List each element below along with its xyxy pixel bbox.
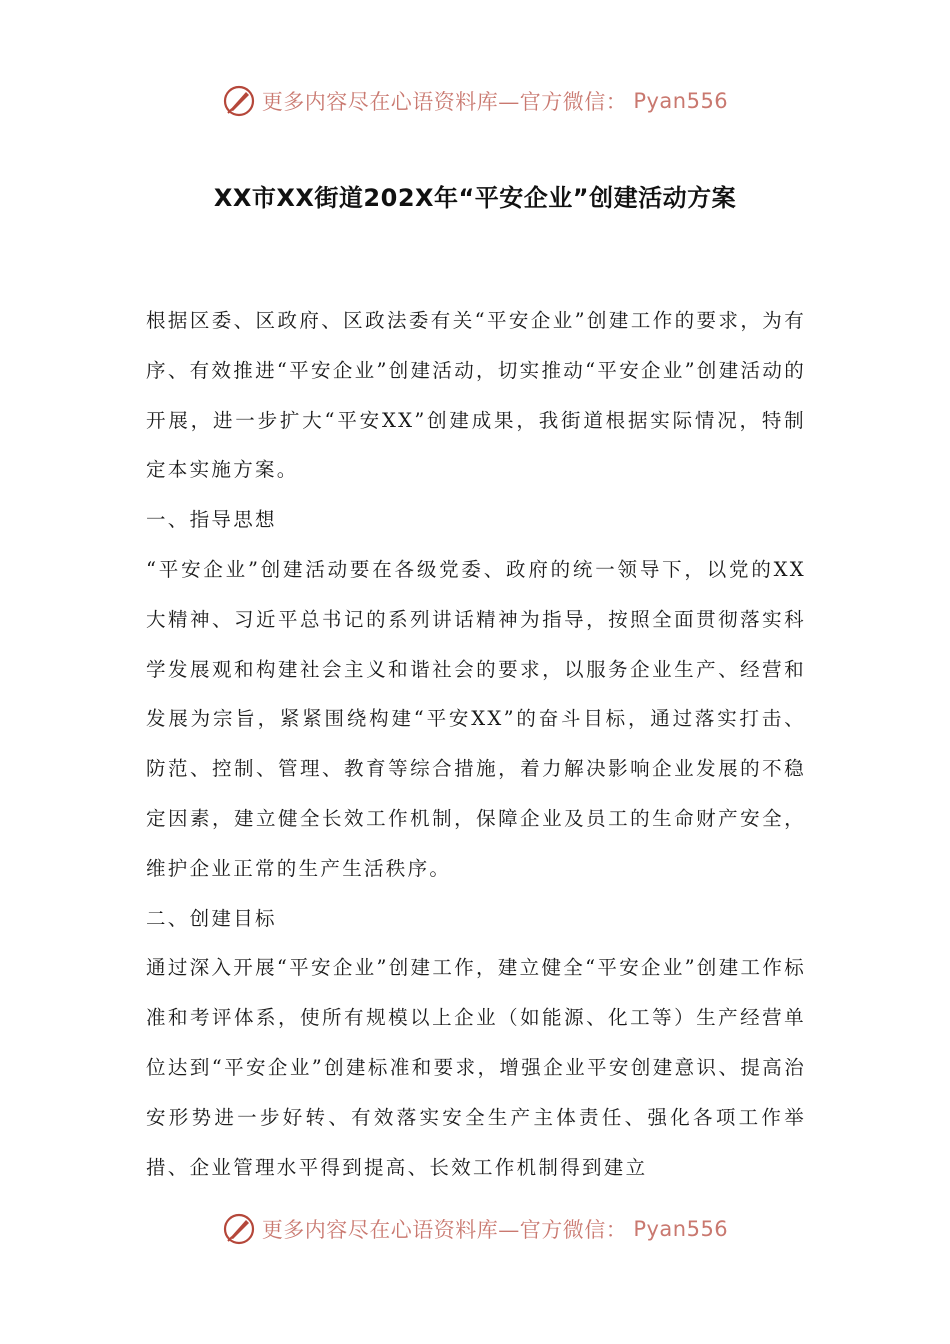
document-title: XX市XX街道202X年“平安企业”创建活动方案 xyxy=(213,184,737,212)
quill-seal-icon xyxy=(222,1212,256,1246)
section-heading-guiding-ideology: 一、指导思想 xyxy=(146,508,277,532)
guiding-ideology-paragraph: “平安企业”创建活动要在各级党委、政府的统一领导下，以党的XX大精神、习近平总书记的系列讲话精神为指导，按照全面贯彻落实科学发展观和构建社会主义和谐社会的要求，以服务企业生产、经营和发展为宗旨，紧紧围绕构建“平安XX”的奋斗目标，通过落实打击、防范、控制、管理、教育等综合措施，着力解决影响企业发展的不稳定因素，建立健全长效工作机制，保障企业及员工的生命财产安全，维护企业正常的生产生活秩序。 xyxy=(146,557,806,880)
section-heading-goals: 二、创建目标 xyxy=(146,906,277,930)
watermark-wechat-id: Pyan556 xyxy=(633,1217,729,1241)
footer-watermark xyxy=(0,1212,950,1246)
header-watermark xyxy=(0,84,950,118)
intro-paragraph: 根据区委、区政府、区政法委有关“平安企业”创建工作的要求，为有序、有效推进“平安企业”创建活动，切实推动“平安企业”创建活动的开展，进一步扩大“平安XX”创建成果，我街道根据实际情况，特制定本实施方案。 xyxy=(146,309,806,482)
watermark-text: 更多内容尽在心语资料库—官方微信： xyxy=(261,90,628,114)
watermark-text: 更多内容尽在心语资料库—官方微信： xyxy=(261,1218,628,1242)
document-body xyxy=(146,296,806,1192)
goals-paragraph: 通过深入开展“平安企业”创建工作，建立健全“平安企业”创建工作标准和考评体系，使所有规模以上企业（如能源、化工等）生产经营单位达到“平安企业”创建标准和要求，增强企业平安创建意识、提高治安形势进一步好转、有效落实安全生产主体责任、强化各项工作举措、企业管理水平得到提高、长效工作机制得到建立 xyxy=(146,956,806,1179)
watermark-wechat-id: Pyan556 xyxy=(633,89,729,113)
quill-seal-icon xyxy=(222,84,256,118)
